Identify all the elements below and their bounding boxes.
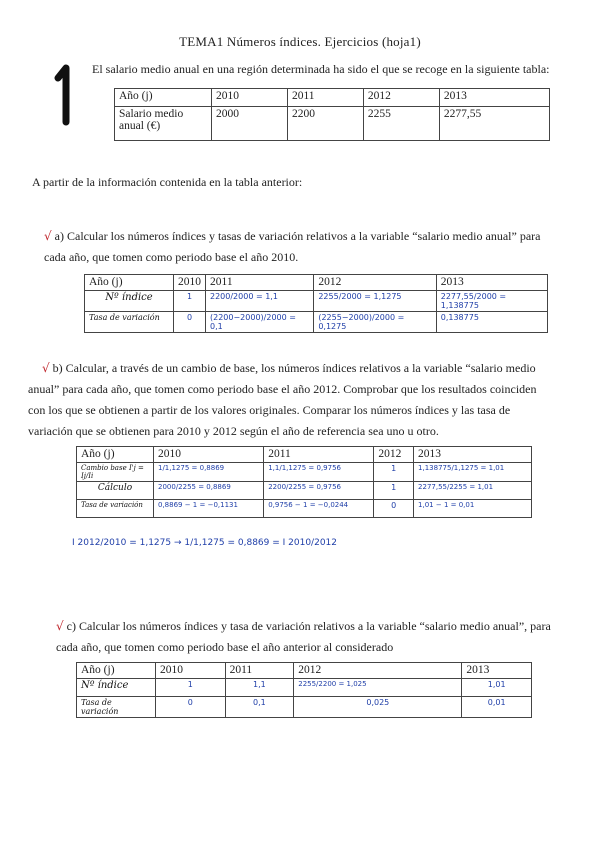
page-title: TEMA1 Números índices. Ejercicios (hoja1)	[179, 34, 421, 49]
problem-number-mark	[48, 64, 76, 126]
cell-rate: (2200−2000)/2000 = 0,1	[206, 312, 314, 333]
check-mark-icon: √	[44, 229, 52, 243]
part-b-text	[28, 358, 556, 442]
part-b-table	[76, 446, 532, 518]
year-cell: 2012	[294, 663, 462, 679]
header-year: Año (j)	[85, 275, 174, 291]
year-cell: 2013	[436, 275, 547, 291]
check-mark-icon: √	[56, 619, 64, 633]
part-a-label: a)	[54, 229, 64, 243]
salary-cell: 2000	[212, 107, 288, 141]
cell-rate: 0	[174, 312, 206, 333]
part-c-label: c)	[66, 619, 76, 633]
cell-calculation: 2277,55/2255 = 1,01	[414, 482, 532, 500]
check-mark-icon: √	[42, 361, 50, 375]
header-year: Año (j)	[77, 447, 154, 463]
row-label-base-change: Cambio base I'j = Ij/Ii	[77, 463, 154, 482]
cell-base-change: 1	[374, 463, 414, 482]
cell-index: 2255/2000 = 1,1275	[314, 291, 436, 312]
year-cell: 2013	[462, 663, 532, 679]
cell-index: 2277,55/2000 = 1,138775	[436, 291, 547, 312]
part-c-statement: Calcular los números índices y tasa de variación relativos a la variable “salario medio anual”, para cada año, que tomen como periodo base el año anterior al considerado	[56, 619, 551, 654]
part-c-text	[56, 616, 556, 658]
cell-rate: 0	[156, 697, 226, 718]
year-cell: 2013	[414, 447, 532, 463]
cell-rate: 0,8869 − 1 = −0,1131	[154, 500, 264, 518]
year-cell: 2010	[154, 447, 264, 463]
part-a-statement: Calcular los números índices y tasas de variación relativos a la variable “salario medio anual” para cada año, que tomen como periodo base el año 2010.	[44, 229, 541, 264]
cell-base-change: 1/1,1275 = 0,8869	[154, 463, 264, 482]
cell-rate: 0,025	[294, 697, 462, 718]
intro-text: El salario medio anual en una región determinada ha sido el que se recoge en la siguiente tabla:	[92, 62, 550, 76]
part-b-statement: Calcular, a través de un cambio de base, los números índices relativos a la variable “salario medio anual” para cada año, que tomen como periodo base el año 2012. Comprobar que los resultados coinciden con los que se obtienen a partir de los valores originales. Comparar los números índices y las tasa de variación que se obtienen para 2010 y 2012 según el año de referencia sea uno u otro.	[28, 361, 537, 438]
year-cell: 2012	[374, 447, 414, 463]
row-label-rate: Tasa de variación	[77, 500, 154, 518]
cell-rate: (2255−2000)/2000 = 0,1275	[314, 312, 436, 333]
cell-calculation: 1	[374, 482, 414, 500]
salary-cell: 2255	[363, 107, 439, 141]
cell-rate: 1,01 − 1 = 0,01	[414, 500, 532, 518]
year-cell: 2010	[174, 275, 206, 291]
part-c-table	[76, 662, 532, 718]
row-label-rate: Tasa de variación	[85, 312, 174, 333]
cell-index: 1,01	[462, 679, 532, 697]
part-a-table	[84, 274, 548, 333]
cell-rate: 0,9756 − 1 = −0,0244	[264, 500, 374, 518]
year-cell: 2011	[264, 447, 374, 463]
cell-calculation: 2200/2255 = 0,9756	[264, 482, 374, 500]
cell-index: 1	[156, 679, 226, 697]
year-cell: 2012	[314, 275, 436, 291]
year-cell: 2010	[156, 663, 226, 679]
cell-index: 2200/2000 = 1,1	[206, 291, 314, 312]
cell-rate: 0,1	[225, 697, 294, 718]
part-a-text	[44, 226, 554, 268]
cell-rate: 0,01	[462, 697, 532, 718]
row-label-index: Nº índice	[77, 679, 156, 697]
row-label-index: Nº índice	[85, 291, 174, 312]
year-cell: 2011	[287, 89, 363, 107]
year-cell: 2013	[439, 89, 549, 107]
year-cell: 2010	[212, 89, 288, 107]
header-year: Año (j)	[115, 89, 212, 107]
year-cell: 2011	[225, 663, 294, 679]
salary-cell: 2277,55	[439, 107, 549, 141]
cell-index: 2255/2200 = 1,025	[294, 679, 462, 697]
part-b-label: b)	[52, 361, 63, 375]
cell-rate: 0	[374, 500, 414, 518]
lead-text: A partir de la información contenida en la tabla anterior:	[32, 175, 303, 189]
salary-cell: 2200	[287, 107, 363, 141]
year-cell: 2011	[206, 275, 314, 291]
row-label-rate: Tasa de variación	[77, 697, 156, 718]
cell-calculation: 2000/2255 = 0,8869	[154, 482, 264, 500]
cell-base-change: 1,1/1,1275 = 0,9756	[264, 463, 374, 482]
header-salary: Salario medio anual (€)	[115, 107, 212, 141]
row-label-calculation: Cálculo	[77, 482, 154, 500]
handwritten-note: I 2012/2010 = 1,1275 → 1/1,1275 = 0,8869 = I 2010/2012	[72, 538, 337, 548]
cell-base-change: 1,138775/1,1275 = 1,01	[414, 463, 532, 482]
year-cell: 2012	[363, 89, 439, 107]
cell-rate: 0,138775	[436, 312, 547, 333]
cell-index: 1,1	[225, 679, 294, 697]
cell-index: 1	[174, 291, 206, 312]
header-year: Año (j)	[77, 663, 156, 679]
salary-table	[114, 88, 550, 141]
